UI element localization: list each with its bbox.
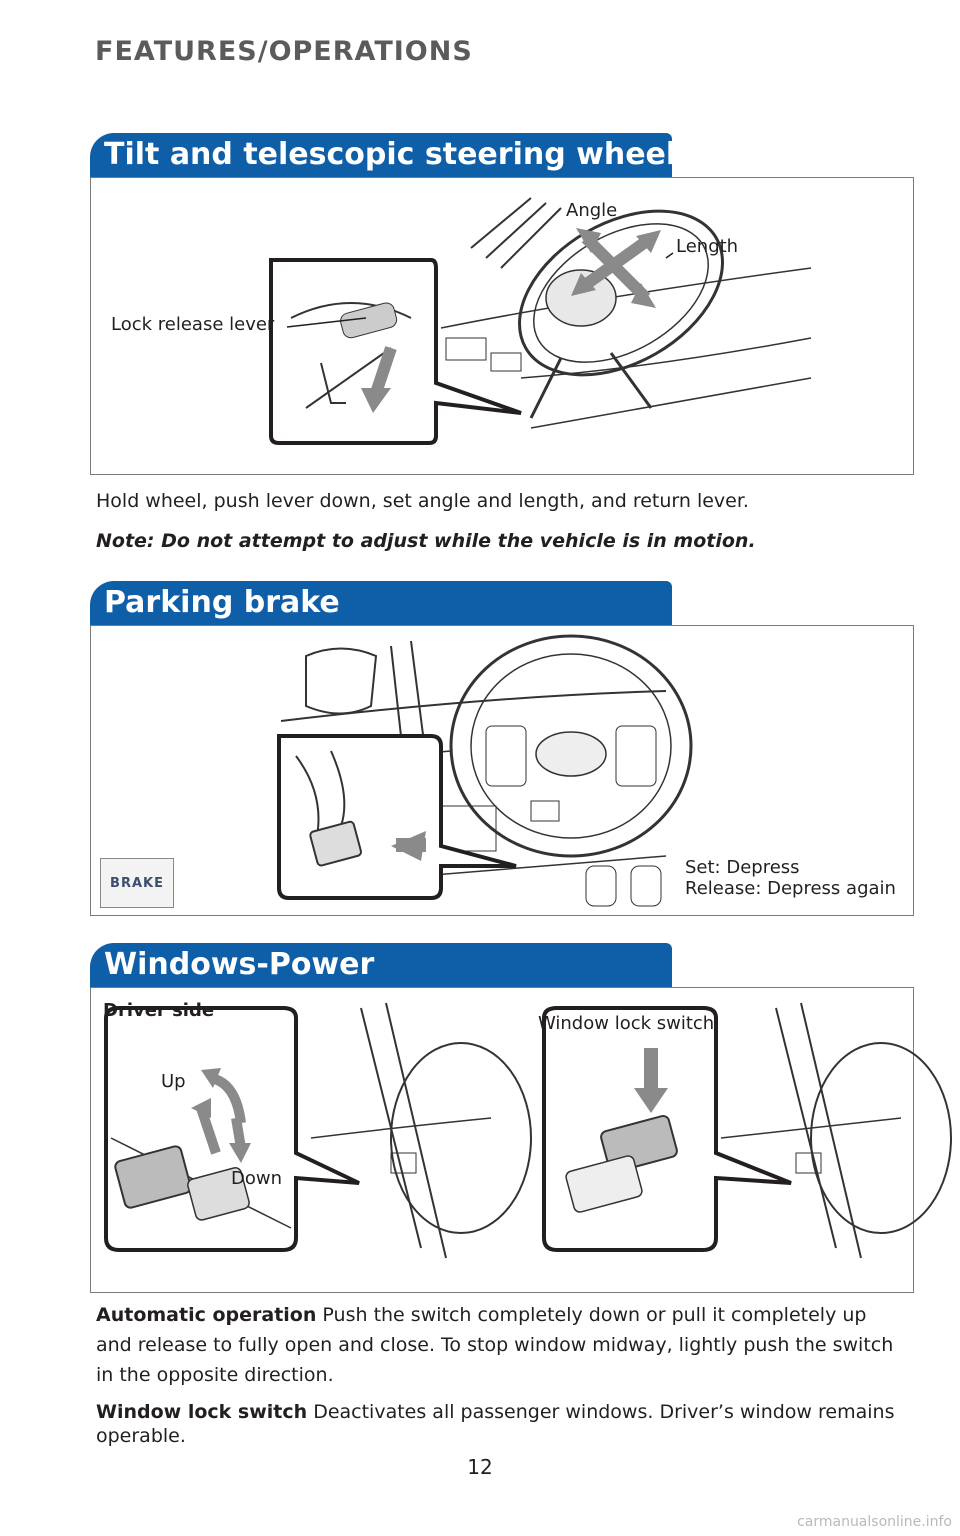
steering-illustration-frame [90,177,914,475]
window-lock-heading: Window lock switch [96,1401,308,1423]
steering-section-tab [90,133,677,177]
watermark: carmanualsonline.info [797,1514,952,1530]
steering-instruction: Hold wheel, push lever down, set angle and length, and return lever. [96,490,749,512]
angle-label: Angle [566,200,618,221]
page-number: 12 [467,1455,493,1479]
automatic-operation-heading: Automatic operation [96,1304,317,1326]
power-windows-illustration [91,988,913,1292]
driver-side-label: Driver side [103,1000,215,1021]
steering-title: Tilt and telescopic steering wheel [104,137,677,172]
window-up-label: Up [161,1071,186,1092]
automatic-operation-paragraph [96,1300,896,1390]
automatic-operation-text: Push the switch completely down or pull it completely up and release to fully open and close. To stop window midway, lightly push the switch in the opposite direction. [96,1304,894,1386]
windows-title: Windows-Power [104,947,375,982]
parking-brake-release-label: Release: Depress again [685,878,896,899]
lock-release-lever-label: Lock release lever [111,314,275,335]
brake-indicator-icon: BRAKE [100,858,174,908]
parking-illustration-frame [90,625,914,916]
parking-title: Parking brake [104,585,340,620]
window-down-label: Down [231,1168,283,1189]
window-lock-paragraph [96,1400,896,1448]
parking-section-tab [90,581,672,625]
parking-brake-set-label: Set: Depress [685,857,800,878]
window-lock-text: Deactivates all passenger windows. Driver’s window remains operable. [96,1401,895,1447]
window-lock-switch-label: Window lock switch [538,1013,715,1034]
windows-section-tab [90,943,672,987]
windows-illustration-frame [90,987,914,1293]
section-header: FEATURES/OPERATIONS [95,36,473,67]
steering-note: Note: Do not attempt to adjust while the vehicle is in motion. [96,530,756,552]
length-label: Length [676,236,739,257]
